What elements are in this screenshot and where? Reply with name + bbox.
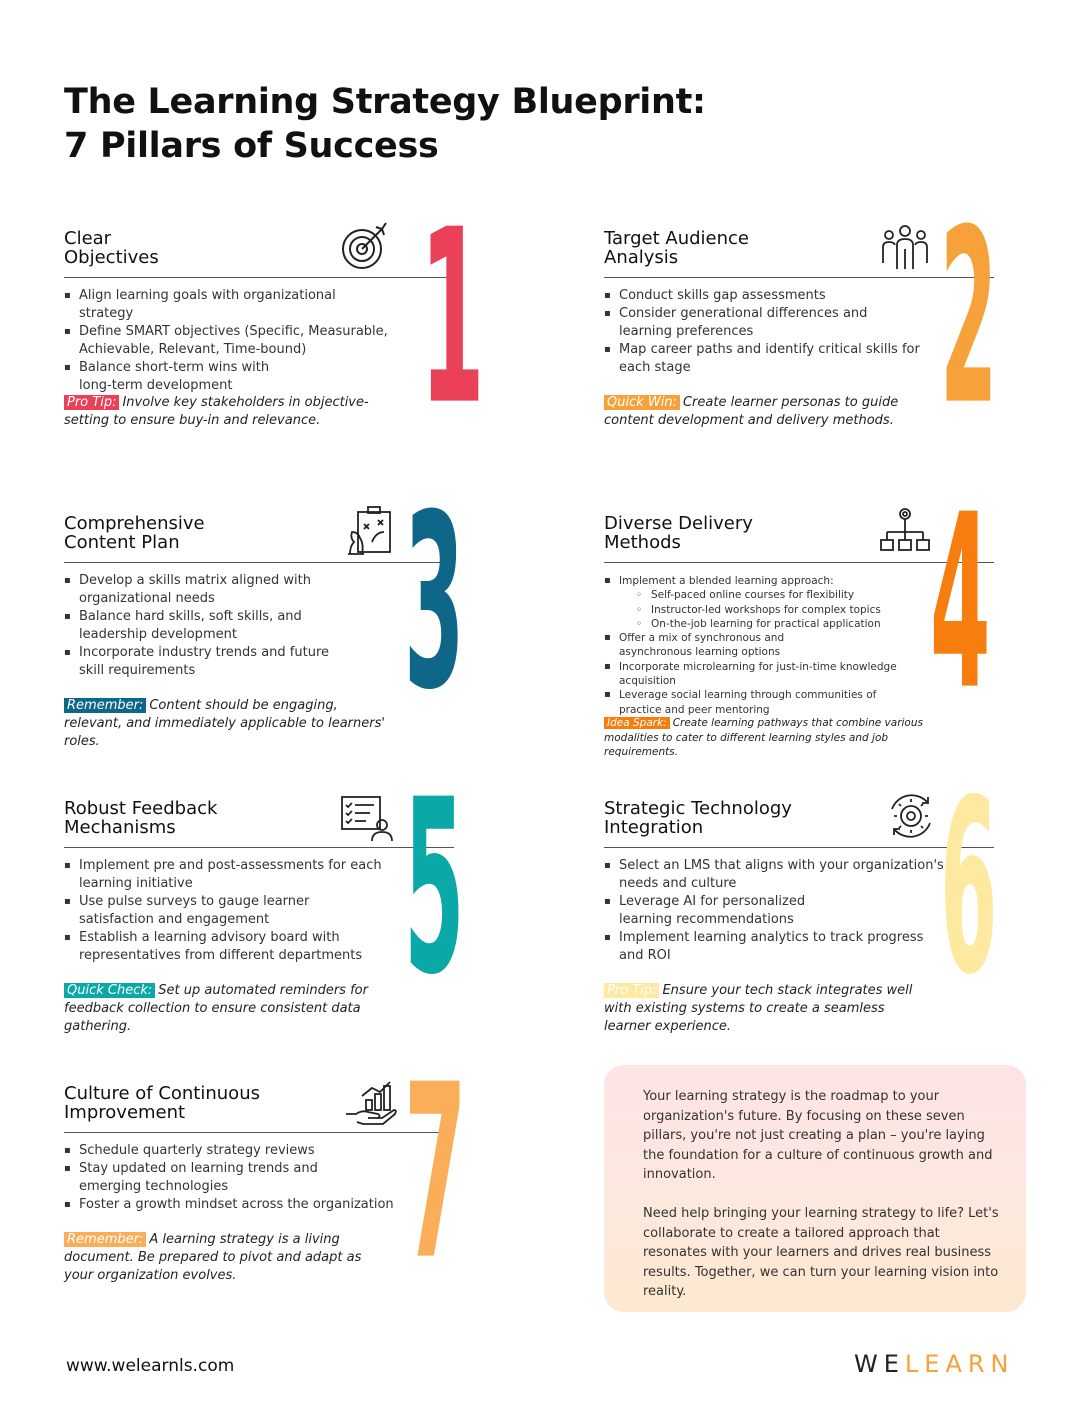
pillar-header (64, 207, 454, 277)
tip-label: Pro Tip: (64, 395, 119, 410)
pillar-header (604, 207, 994, 277)
summary-paragraph-1: Your learning strategy is the roadmap to your organization's future. By focusing on these seven pillars, you're not just creating a plan – you're laying the foundation for a culture of continuous growth and innovation. (643, 1089, 993, 1182)
strategy-board-icon (344, 504, 398, 558)
bullet-item: ▪ Implement pre and post-assessments for each learning initiative (64, 857, 394, 893)
tip-text: Create learner personas to guide content development and delivery methods. (604, 395, 899, 428)
gear-cycle-icon (884, 789, 938, 843)
pillar-number: 2 (940, 179, 998, 459)
pillar-title: Comprehensive Content Plan (64, 513, 205, 553)
pillar-bullets (64, 857, 394, 965)
welearn-logo (854, 1350, 1015, 1378)
pillar-bullets (604, 574, 949, 717)
bullet-item: ▪ Foster a growth mindset across the organization (64, 1196, 394, 1214)
sub-bullets (619, 588, 949, 631)
bullet-item: ▪ Implement learning analytics to track progress and ROI (604, 929, 944, 965)
summary-card (604, 1065, 1026, 1312)
pro-tip (604, 982, 914, 1036)
tip-label: Pro Tip: (604, 983, 659, 998)
remember-note (64, 1231, 394, 1285)
pillar-bullets (604, 287, 934, 377)
bullet-item: ▪ Conduct skills gap assessments (604, 287, 934, 305)
remember-note (64, 697, 399, 751)
sub-bullet-item: ◦ Self-paced online courses for flexibility (619, 588, 949, 602)
pillar-title: Robust Feedback Mechanisms (64, 798, 218, 838)
title-line-2: 7 Pillars of Success (64, 126, 439, 166)
tip-text: Set up automated reminders for feedback collection to ensure consistent data gathering. (64, 983, 368, 1034)
bullet-item: ▪ Consider generational differences and learning preferences (604, 305, 934, 341)
pillar-title: Strategic Technology Integration (604, 798, 792, 838)
pillar-number: 4 (930, 464, 991, 744)
bullet-item: ▪ Offer a mix of synchronous and asynchronous learning options (604, 631, 949, 660)
pillar-title: Clear Objectives (64, 228, 159, 268)
hierarchy-gear-icon (878, 504, 932, 558)
logo-part-learn: LEARN (904, 1350, 1015, 1378)
tip-text: A learning strategy is a living document. Be prepared to pivot and adapt as your organization evolves. (64, 1232, 362, 1283)
sub-bullet-item: ◦ Instructor-led workshops for complex topics (619, 603, 949, 617)
pillar-header (604, 777, 994, 847)
pillar-title: Diverse Delivery Methods (604, 513, 753, 553)
tip-label: Quick Win: (604, 395, 680, 410)
pillar-bullets (64, 287, 394, 395)
bullet-item: ▪ Establish a learning advisory board with representatives from different departments (64, 929, 394, 965)
pillar-divider (64, 277, 454, 278)
pillar-number: 1 (420, 179, 485, 459)
pillar-divider (64, 847, 454, 848)
tip-text: Content should be engaging, relevant, and immediately applicable to learners' roles. (64, 698, 385, 749)
pillar-number: 3 (404, 464, 465, 744)
bullet-item: ▪ Develop a skills matrix aligned with organizational needs (64, 572, 394, 608)
tip-label: Remember: (64, 1232, 146, 1247)
tip-text: Involve key stakeholders in objective-setting to ensure buy-in and relevance. (64, 395, 369, 428)
pillar-title: Culture of Continuous Improvement (64, 1083, 260, 1123)
bullet-item: ▪ Use pulse surveys to gauge learner satisfaction and engagement (64, 893, 394, 929)
bullet-item: ▪ Incorporate microlearning for just-in-time knowledge acquisition (604, 660, 949, 689)
summary-paragraph-2: Need help bringing your learning strategy to life? Let's collaborate to create a tailored approach that resonates with your learners and drives real business results. Together, we can turn your learning vision into reality. (643, 1206, 999, 1299)
quick-check (64, 982, 424, 1036)
tip-text: Create learning pathways that combine various modalities to cater to different learning styles and job requirements. (604, 717, 923, 758)
growth-hand-icon (344, 1074, 398, 1128)
pillar-divider (604, 847, 994, 848)
logo-part-we: WE (854, 1350, 905, 1378)
tip-label: Quick Check: (64, 983, 155, 998)
bullet-item: ▪ Select an LMS that aligns with your organization's needs and culture (604, 857, 944, 893)
website-url[interactable]: www.welearnls.com (66, 1356, 235, 1376)
tip-label: Remember: (64, 698, 146, 713)
pillar-bullets (64, 572, 394, 680)
pillar-number: 6 (940, 749, 998, 1029)
tip-label: Idea Spark: (604, 717, 670, 729)
title-line-1: The Learning Strategy Blueprint: (64, 82, 706, 122)
quick-win (604, 394, 914, 430)
bullet-item: ▪ Define SMART objectives (Specific, Measurable, Achievable, Relevant, Time-bound) (64, 323, 394, 359)
target-icon (338, 219, 392, 273)
page-title (64, 80, 706, 168)
pillar-header (64, 492, 454, 562)
pillar-header (64, 777, 454, 847)
pro-tip (64, 394, 394, 430)
bullet-item: ▪ Map career paths and identify critical skills for each stage (604, 341, 934, 377)
pillar-number: 7 (404, 1034, 467, 1314)
bullet-item: ▪ Align learning goals with organizational strategy (64, 287, 394, 323)
pillar-title: Target Audience Analysis (604, 228, 750, 268)
pillar-bullets (64, 1142, 394, 1214)
pillar-number: 5 (404, 749, 465, 1029)
people-group-icon (878, 219, 932, 273)
bullet-item: ▪ Balance short-term wins with long-term development (64, 359, 394, 395)
bullet-item: ▪ Implement a blended learning approach: ◦ Self-paced online courses for flexibility ◦ Instructor-led workshops for complex topics ◦ On-the-job learning for practical application (604, 574, 949, 631)
tip-text: Ensure your tech stack integrates well with existing systems to create a seamless learner experience. (604, 983, 913, 1034)
pillar-header (64, 1062, 454, 1132)
idea-spark (604, 716, 964, 760)
bullet-item: ▪ Balance hard skills, soft skills, and leadership development (64, 608, 394, 644)
pillar-divider (604, 277, 994, 278)
bullet-item: ▪ Schedule quarterly strategy reviews (64, 1142, 394, 1160)
bullet-item: ▪ Leverage AI for personalized learning recommendations (604, 893, 944, 929)
pillar-divider (64, 1132, 454, 1133)
bullet-item: ▪ Leverage social learning through communities of practice and peer mentoring (604, 688, 949, 717)
pillar-divider (64, 562, 454, 563)
pillar-bullets (604, 857, 944, 965)
bullet-item: ▪ Incorporate industry trends and future skill requirements (64, 644, 394, 680)
checklist-user-icon (340, 789, 394, 843)
bullet-item: ▪ Stay updated on learning trends and emerging technologies (64, 1160, 394, 1196)
sub-bullet-item: ◦ On-the-job learning for practical application (619, 617, 949, 631)
